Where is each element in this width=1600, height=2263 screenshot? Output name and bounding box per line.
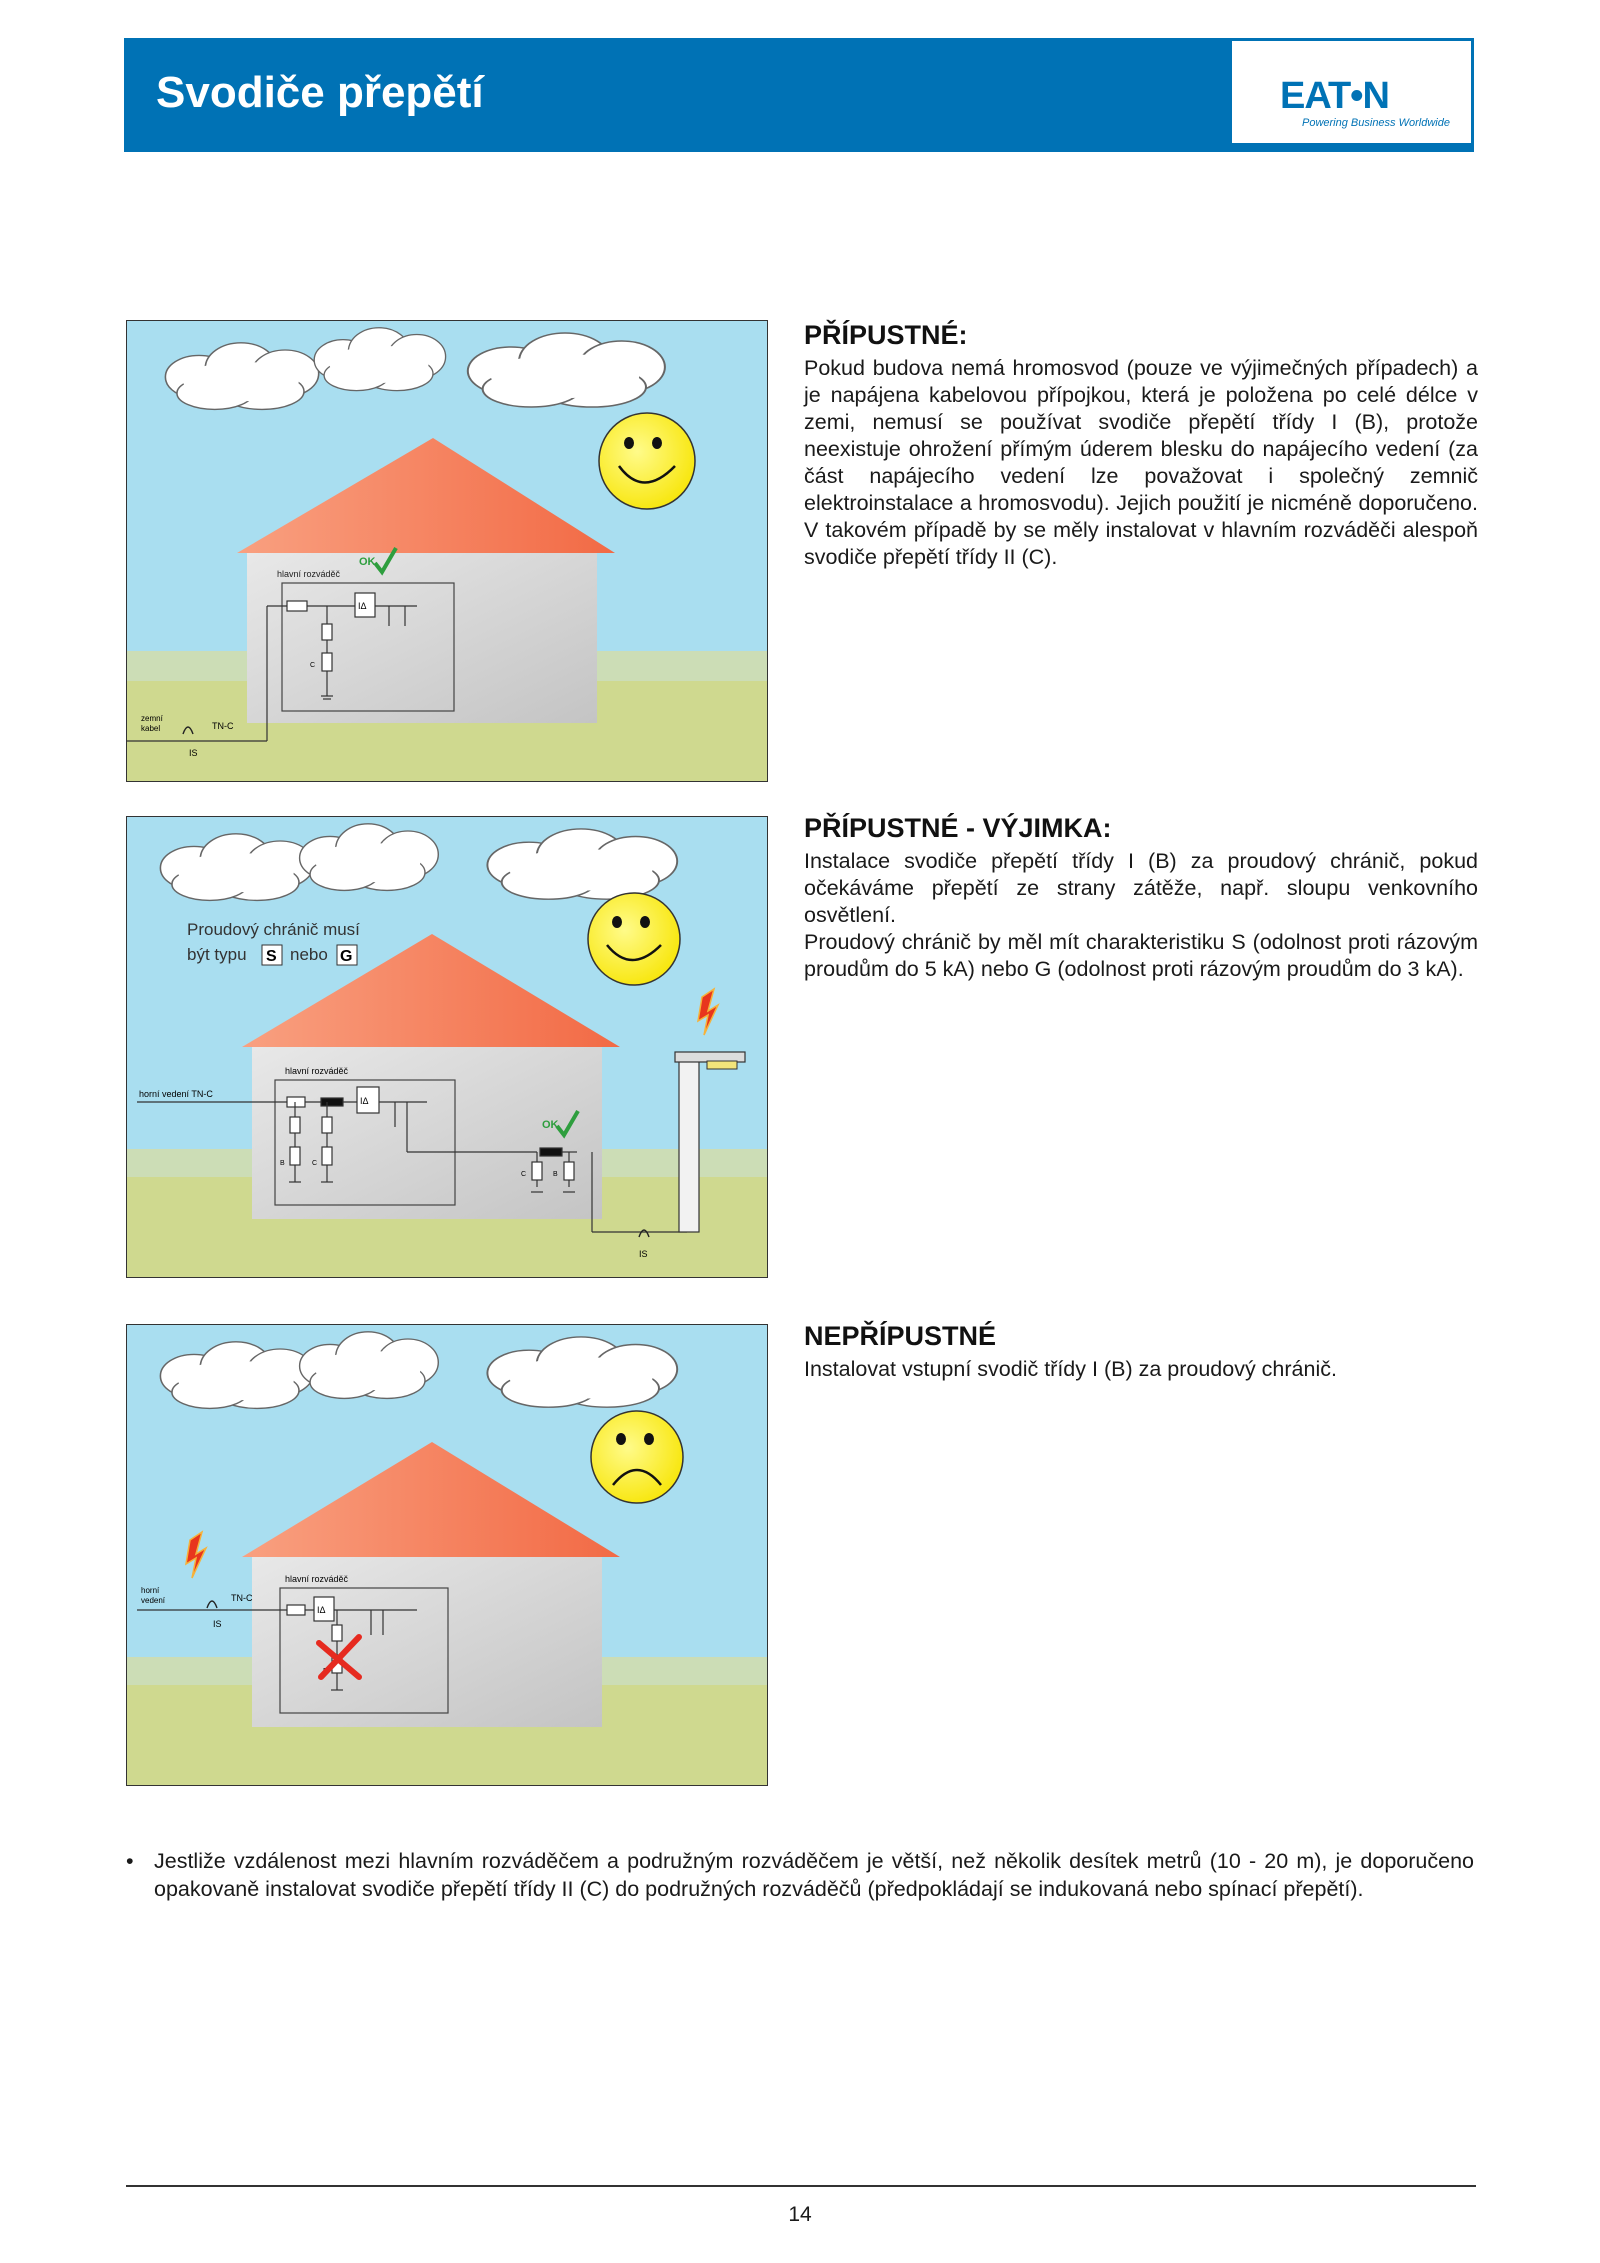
- page-header: [124, 38, 1474, 152]
- section-permitted-exception: [804, 813, 1478, 983]
- tn-c-label: TN-C: [212, 721, 234, 731]
- switchboard-label: hlavní rozváděč: [277, 569, 341, 579]
- surge-current-label: IS: [639, 1249, 648, 1259]
- class-c-label: C: [521, 1171, 527, 1178]
- eaton-logo: [1229, 38, 1474, 146]
- ok-label: OK: [542, 1119, 559, 1131]
- happy-sun-icon: [588, 893, 680, 985]
- section-body: Instalace svodiče přepětí třídy I (B) za proudový chránič, pokud očekáváme přepětí ze strany zátěže, např. sloupu venkovního osvětlení.: [804, 849, 1478, 927]
- bullet-symbol: •: [126, 1849, 134, 1873]
- cable-label-line1: zemní: [141, 714, 163, 723]
- section-permitted: [804, 320, 1478, 571]
- diagram-not-permitted: [126, 1324, 768, 1786]
- logo-wordmark: EAT•N: [1280, 75, 1389, 117]
- surge-current-label: IS: [213, 1619, 222, 1629]
- cable-label-line2: kabel: [141, 724, 161, 733]
- rcd-label: IΔ: [358, 601, 367, 611]
- class-c-label: C: [310, 662, 316, 669]
- overhead-label-line1: horní: [141, 1586, 160, 1595]
- section-body: Pokud budova nemá hromosvod (pouze ve výjimečných případech) a je napájena kabelovou přípojkou, která je položena po celé délce v zemi, nemusí se používat svodiče přepětí třídy I (B), protože neexistuje ohrožení přímým úderem blesku do napájecího vedení (za část napájecího vedení lze považovat i společný zemnič elektroinstalace a hromosvodu). Jejich použití je nicméně doporučeno. V takovém případě by se měly instalovat v hlavním rozváděči alespoň svodiče přepětí třídy II (C).: [804, 356, 1478, 569]
- surge-current-label: IS: [189, 748, 198, 758]
- section-body: Instalovat vstupní svodič třídy I (B) za proudový chránič.: [804, 1357, 1337, 1381]
- switchboard-label: hlavní rozváděč: [285, 1574, 349, 1584]
- type-g-badge: G: [340, 948, 353, 965]
- sad-sun-icon: [591, 1411, 683, 1503]
- bullet-text: Jestliže vzdálenost mezi hlavním rozváděčem a podružným rozváděčem je větší, než několik desítek metrů (10 - 20 m), je doporučeno opakovaně instalovat svodiče přepětí třídy II (C) do podružných rozváděčů (předpokládají se indukovaná nebo spínací přepětí).: [154, 1849, 1474, 1901]
- rcd-note-type: být typu: [187, 945, 247, 964]
- section-heading: PŘÍPUSTNÉ - VÝJIMKA:: [804, 813, 1112, 843]
- section-heading: NEPŘÍPUSTNÉ: [804, 1321, 997, 1351]
- section-heading: PŘÍPUSTNÉ:: [804, 320, 968, 350]
- page-number: 14: [788, 2203, 812, 2226]
- diagram-permitted: [126, 320, 768, 782]
- tn-c-label: TN-C: [231, 1593, 253, 1603]
- diagram-permitted-exception: [126, 816, 768, 1278]
- class-b-label: B: [553, 1171, 558, 1178]
- section-not-permitted: [804, 1321, 1478, 1383]
- type-s-badge: S: [266, 948, 277, 965]
- switchboard-label: hlavní rozváděč: [285, 1066, 349, 1076]
- logo-tagline: Powering Business Worldwide: [1302, 117, 1450, 129]
- section-body-2: Proudový chránič by měl mít charakteristiku S (odolnost proti rázovým proudům do 5 kA) nebo G (odolnost proti rázovým proudům do 3 kA).: [804, 930, 1478, 981]
- page-title: Svodiče přepětí: [156, 68, 484, 117]
- class-c-label: C: [312, 1160, 318, 1167]
- ok-label: OK: [359, 556, 376, 568]
- overhead-label-line2: vedení: [141, 1596, 166, 1605]
- rcd-note-or: nebo: [290, 945, 328, 964]
- happy-sun-icon: [599, 413, 695, 509]
- footer-rule: [126, 2185, 1476, 2187]
- class-b-label: B: [280, 1160, 285, 1167]
- overhead-line-label: horní vedení TN-C: [139, 1089, 213, 1099]
- rcd-label: IΔ: [360, 1096, 369, 1106]
- rcd-label: IΔ: [317, 1605, 326, 1615]
- rcd-note-line1: Proudový chránič musí: [187, 920, 360, 939]
